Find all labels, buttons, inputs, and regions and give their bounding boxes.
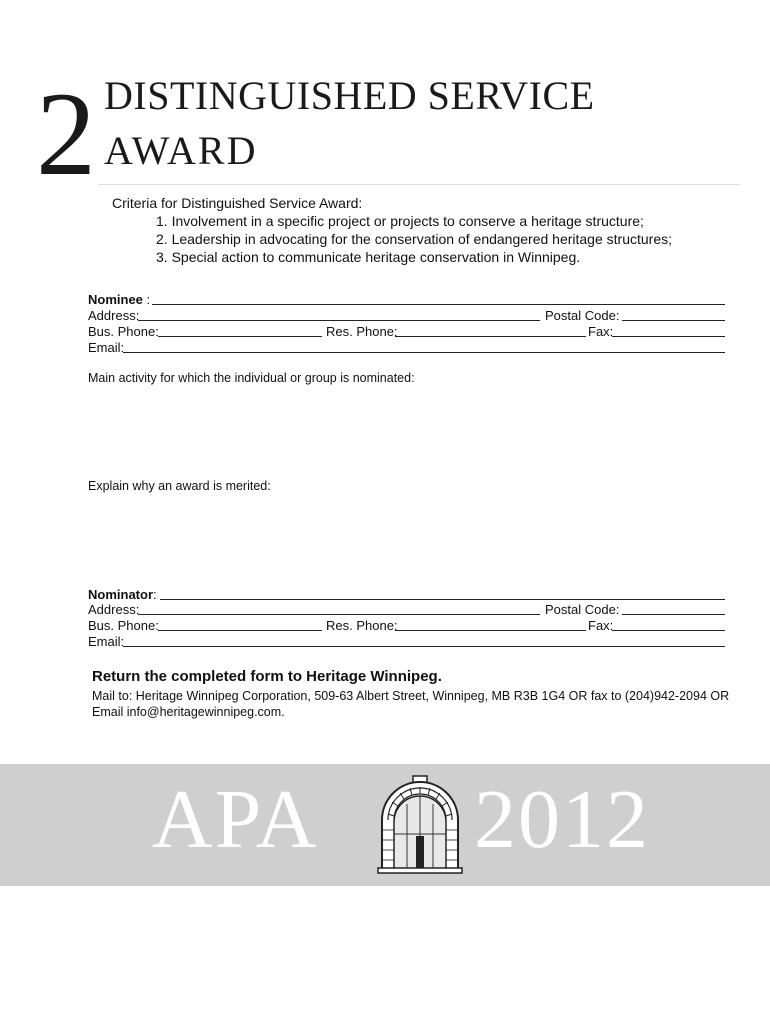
nominator-bus-phone-label: Bus. Phone: <box>88 618 159 633</box>
criteria-item-1: 1. Involvement in a specific project or projects to conserve a heritage structure; <box>156 213 644 229</box>
header-divider <box>98 184 740 185</box>
criteria-item-3: 3. Special action to communicate heritage conservation in Winnipeg. <box>156 249 581 265</box>
nominator-bus-phone-field[interactable] <box>158 630 322 631</box>
nominee-fax-label: Fax: <box>588 324 614 339</box>
main-activity-area[interactable] <box>88 388 725 470</box>
award-title-line-2: AWARD <box>104 128 258 173</box>
nominee-email-label: Email: <box>88 340 125 355</box>
nominee-fax-field[interactable] <box>612 336 725 337</box>
nominator-email-label: Email: <box>88 634 125 649</box>
explain-award-area[interactable] <box>88 496 725 582</box>
award-number: 2 <box>36 67 96 200</box>
criteria-item-2: 2. Leadership in advocating for the conservation of endangered heritage structures; <box>156 231 672 247</box>
nominator-res-phone-label: Res. Phone: <box>326 618 398 633</box>
nominee-bus-phone-field[interactable] <box>158 336 322 337</box>
heritage-arch-icon <box>374 774 466 874</box>
explain-award-prompt: Explain why an award is merited: <box>88 479 271 493</box>
nominee-label: Nominee : <box>88 292 151 307</box>
nominee-res-phone-label: Res. Phone: <box>326 324 398 339</box>
main-activity-prompt: Main activity for which the individual or group is nominated: <box>88 371 415 385</box>
nominator-postal-label: Postal Code: <box>545 602 620 617</box>
nominator-address-field[interactable] <box>138 614 540 615</box>
nominee-bus-phone-label: Bus. Phone: <box>88 324 159 339</box>
nominee-address-label: Address: <box>88 308 140 323</box>
nominee-postal-label: Postal Code: <box>545 308 620 323</box>
return-heading: Return the completed form to Heritage Winnipeg. <box>92 668 442 685</box>
nominee-name-field[interactable] <box>152 304 725 305</box>
return-mail-line: Mail to: Heritage Winnipeg Corporation, 509-63 Albert Street, Winnipeg, MB R3B 1G4 OR fax to (204)942-2094 OR <box>92 689 730 703</box>
nominee-postal-field[interactable] <box>622 320 725 321</box>
criteria-title: Criteria for Distinguished Service Award: <box>112 195 363 211</box>
nominee-address-field[interactable] <box>138 320 540 321</box>
nominee-res-phone-field[interactable] <box>395 336 586 337</box>
return-email-line: Email info@heritagewinnipeg.com. <box>92 705 285 719</box>
nominator-address-label: Address: <box>88 602 140 617</box>
nominator-name-field[interactable] <box>160 599 725 600</box>
award-title-line-1: DISTINGUISHED SERVICE <box>104 73 595 118</box>
nominator-postal-field[interactable] <box>622 614 725 615</box>
banner-apa-text: APA <box>152 773 319 866</box>
banner-year-text: 2012 <box>474 773 650 866</box>
nominator-label: Nominator: <box>88 587 157 602</box>
apa-banner <box>0 764 770 886</box>
nominee-email-field[interactable] <box>123 352 725 353</box>
nominator-res-phone-field[interactable] <box>395 630 586 631</box>
nominator-fax-label: Fax: <box>588 618 614 633</box>
nominator-fax-field[interactable] <box>612 630 725 631</box>
nominator-email-field[interactable] <box>123 646 725 647</box>
